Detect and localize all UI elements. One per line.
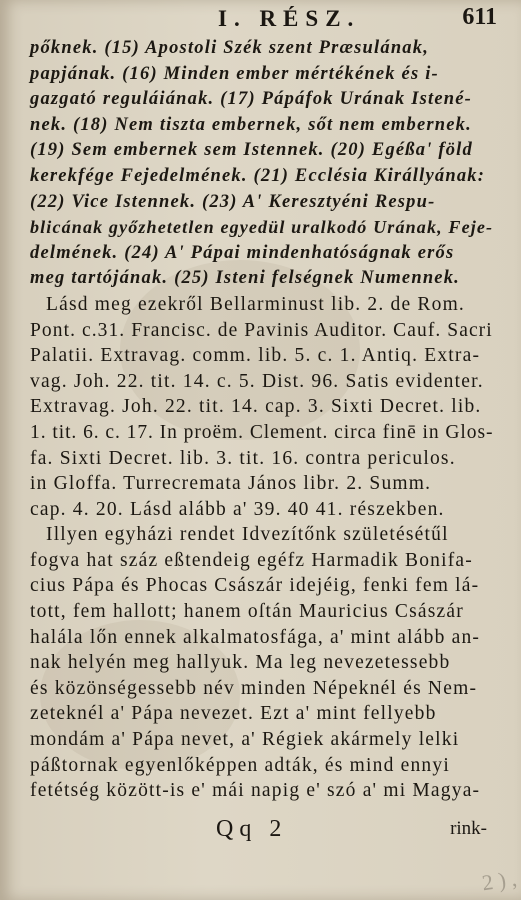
text-line: Palatii. Extravag. comm. lib. 5. c. 1. Antiq. Extra- — [30, 345, 481, 367]
catchword: rink- — [450, 818, 487, 839]
page-body — [30, 36, 494, 804]
text-line: delmének. (24) A' Pápai mindenhatóságnak erős — [30, 242, 455, 263]
text-line: Illyen egyházi rendet Idvezítőnk születésétűl — [46, 524, 449, 546]
text-line: blicának győzhetetlen egyedül uralkodó Urának, Feje- — [30, 217, 494, 238]
text-line: és közönségessebb név minden Népeknél és Nem- — [30, 677, 478, 699]
text-line: páßtornak egyenlőképpen adták, és mind ennyi — [30, 754, 450, 776]
text-line: cap. 4. 20. Lásd alább a' 39. 40 41. részekben. — [30, 498, 445, 520]
text-line: fetétség között-is e' mái napig e' szó a' mi Magya- — [30, 780, 481, 802]
text-line: mondám a' Pápa nevet, a' Régiek akármely lelki — [30, 729, 460, 751]
text-line: fogva hat száz eßtendeig egéfz Harmadik Bonifa- — [30, 549, 473, 571]
text-line: tott, fem hallott; hanem oſtán Mauricius Császár — [30, 601, 464, 623]
text-line: vag. Joh. 22. tit. 14. c. 5. Dist. 96. Satis evidenter. — [30, 370, 484, 392]
text-line: kerekfége Fejedelmének. (21) Ecclésia Királlyának: — [30, 165, 486, 186]
running-title: I. RÉSZ. — [218, 6, 361, 31]
text-line: fa. Sixti Decret. lib. 3. tit. 16. contra periculos. — [30, 447, 456, 469]
text-line: (22) Vice Istennek. (23) A' Keresztyéni Respu- — [30, 191, 436, 212]
text-line: 1. tit. 6. c. 17. In proëm. Clement. circa finē in Glos- — [30, 421, 494, 443]
page-number: 611 — [462, 4, 497, 30]
text-line: (19) Sem embernek sem Istennek. (20) Egéßa' föld — [30, 140, 473, 161]
text-line: gazgató reguláiának. (17) Pápáfok Urának Istené- — [30, 89, 472, 110]
signature-mark: Qq 2 — [216, 816, 288, 842]
faded-stamp: 2 ) , — [480, 865, 519, 896]
text-line: pőknek. (15) Apostoli Szék szent Præsulának, — [30, 38, 430, 58]
text-line: papjának. (16) Minden ember mértékének és i- — [30, 63, 439, 84]
text-line: in Gloffa. Turrecremata János libr. 2. Summ. — [30, 473, 432, 495]
text-line: zeteknél a' Pápa nevezet. Ezt a' mint fellyebb — [30, 703, 437, 725]
text-line: meg tartójának. (25) Isteni felségnek Numennek. — [30, 268, 460, 289]
text-line: cius Pápa és Phocas Császár idejéig, fenki fem lá- — [30, 575, 480, 597]
text-line: nek. (18) Nem tiszta embernek, sőt nem embernek. — [30, 114, 472, 135]
text-line: Pont. c.31. Francisc. de Pavinis Auditor. Cauf. Sacri — [30, 319, 493, 341]
page-footer — [0, 816, 521, 846]
text-line: halála lőn ennek alkalmatosfága, a' mint alább an- — [30, 626, 481, 648]
text-line: nak helyén meg hallyuk. Ma leg nevezetessebb — [30, 652, 451, 674]
page-header — [0, 2, 521, 36]
text-line: Lásd meg ezekről Bellarminust lib. 2. de Rom. — [46, 293, 466, 315]
text-line: Extravag. Joh. 22. tit. 14. cap. 3. Sixti Decret. lib. — [30, 396, 482, 418]
